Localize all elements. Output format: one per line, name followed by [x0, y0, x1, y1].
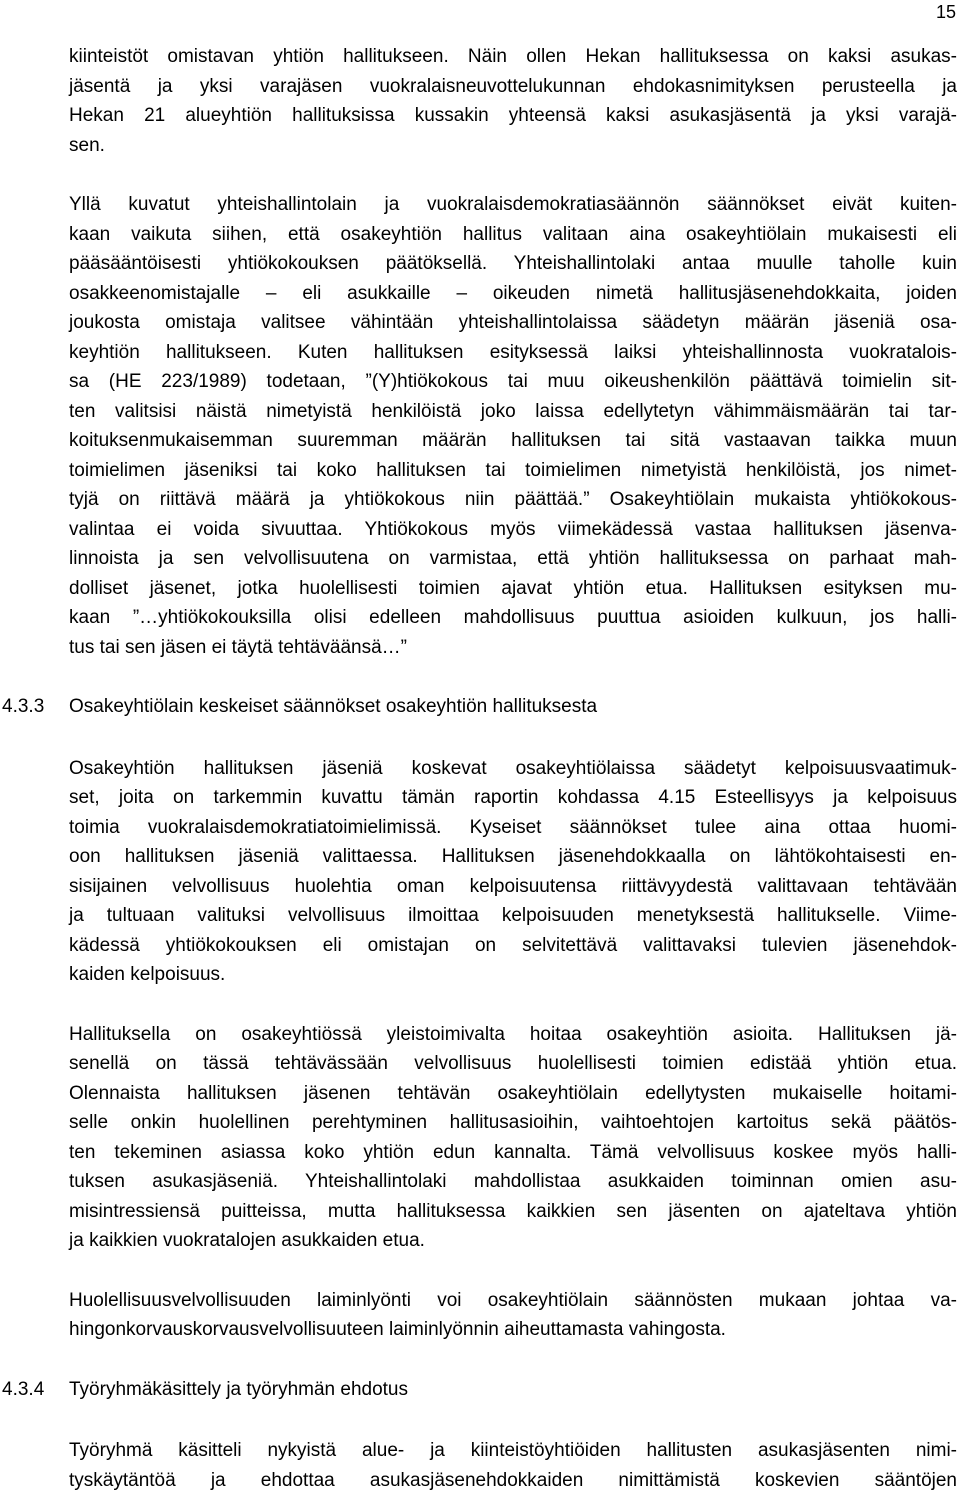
- text-line: kiinteistöt omistavan yhtiön hallitukseen. Näin ollen Hekan hallituksessa on kaksi asukas-: [69, 42, 957, 72]
- text-line: ja kaikkien vuokratalojen asukkaiden etua.: [69, 1226, 957, 1256]
- text-line: sen.: [69, 131, 957, 161]
- text-line: set, joita on tarkemmin kuvattu tämän raportin kohdassa 4.15 Esteellisyys ja kelpoisuus: [69, 783, 957, 813]
- text-line: jäsentä ja yksi varajäsen vuokralaisneuvottelukunnan ehdokasnimityksen perusteella ja: [69, 72, 957, 102]
- text-line: Yllä kuvatut yhteishallintolain ja vuokralaisdemokratiasäännön säännökset eivät kuiten-: [69, 190, 957, 220]
- text-line: oon hallituksen jäseniä valittaessa. Hallituksen jäsenehdokkaalla on lähtökohtaisesti en-: [69, 842, 957, 872]
- paragraph: [69, 1436, 957, 1495]
- text-line: Huolellisuusvelvollisuuden laiminlyönti voi osakeyhtiölain säännösten mukaan johtaa va-: [69, 1286, 957, 1316]
- paragraph: [69, 42, 957, 160]
- text-line: ten tekeminen asiassa koko yhtiön edun kannalta. Tämä velvollisuus koskee myös halli-: [69, 1138, 957, 1168]
- text-line: osakkeenomistajalle – eli asukkaille – oikeuden nimetä hallitusjäsenehdokkaita, joiden: [69, 279, 957, 309]
- text-line: sisijainen velvollisuus huolehtia oman kelpoisuutensa riittävyydestä valittavaan tehtävään: [69, 872, 957, 902]
- text-line: koituksenmukaisemman suuremman määrän hallituksen tai sitä vastaavan taikka muun: [69, 426, 957, 456]
- text-line: selle onkin huolellinen perehtyminen hallitusasioihin, vaihtoehtojen kartoitus sekä päätös-: [69, 1108, 957, 1138]
- text-line: toimia vuokralaisdemokratiatoimielimissä. Kyseiset säännökset tulee aina ottaa huomi-: [69, 813, 957, 843]
- section-heading-4-3-4: [69, 1375, 957, 1405]
- text-line: kaiden kelpoisuus.: [69, 960, 957, 990]
- section-number: 4.3.3: [2, 692, 44, 722]
- text-line: Olennaista hallituksen jäsenen tehtävän osakeyhtiölain edellytysten mukaiselle hoitami-: [69, 1079, 957, 1109]
- document-body: [69, 42, 957, 1495]
- text-line: misintressiensä puitteissa, mutta hallituksessa kaikkien sen jäsenten on ajateltava yhtiön: [69, 1197, 957, 1227]
- text-line: kaan vaikuta siihen, että osakeyhtiön hallitus valitaan aina osakeyhtiölain mukaisesti eli: [69, 220, 957, 250]
- text-line: valintaa ei voida sivuuttaa. Yhtiökokous myös viimekädessä vastaa hallituksen jäsenva-: [69, 515, 957, 545]
- text-line: joukosta omistaja valitsee vähintään yhteishallintolaissa säädetyn määrän jäseniä osa-: [69, 308, 957, 338]
- text-line: ten valitsisi näistä nimetyistä henkilöistä joko laissa edellytetyn vähimmäismäärän tai tar-: [69, 397, 957, 427]
- section-heading-4-3-3: [69, 692, 957, 722]
- paragraph: [69, 1020, 957, 1256]
- section-number: 4.3.4: [2, 1375, 44, 1405]
- text-line: tus tai sen jäsen ei täytä tehtäväänsä…”: [69, 633, 957, 663]
- text-line: sa (HE 223/1989) todetaan, ”(Y)htiökokous tai muu oikeushenkilön päättävä toimielin sit-: [69, 367, 957, 397]
- text-line: tyjä on riittävä määrä ja yhtiökokous niin päättää.” Osakeyhtiölain mukaista yhtiökokous-: [69, 485, 957, 515]
- text-line: kaan ”…yhtiökokouksilla olisi edelleen mahdollisuus puuttua asioiden kulkuun, jos halli-: [69, 603, 957, 633]
- text-line: Hekan 21 alueyhtiön hallituksissa kussakin yhteensä kaksi asukasjäsentä ja yksi varajä-: [69, 101, 957, 131]
- section-title: Työryhmäkäsittely ja työryhmän ehdotus: [69, 1379, 408, 1400]
- text-line: kädessä yhtiökokouksen eli omistajan on selvitettävä valittavaksi tulevien jäsenehdok-: [69, 931, 957, 961]
- text-line: hingonkorvauskorvausvelvollisuuteen laiminlyönnin aiheuttamasta vahingosta.: [69, 1315, 957, 1345]
- text-line: tuksen asukasjäseniä. Yhteishallintolaki mahdollistaa asukkaiden toiminnan omien asu-: [69, 1167, 957, 1197]
- text-line: Osakeyhtiön hallituksen jäseniä koskevat osakeyhtiölaissa säädetyt kelpoisuusvaatimuk-: [69, 754, 957, 784]
- paragraph: [69, 190, 957, 662]
- text-line: toimielimen jäseniksi tai koko hallituksen tai toimielimen nimetyistä henkilöistä, jos nimet-: [69, 456, 957, 486]
- section-title: Osakeyhtiölain keskeiset säännökset osakeyhtiön hallituksesta: [69, 696, 597, 717]
- text-line: dolliset jäsenet, jotka huolellisesti toimien ajavat yhtiön etua. Hallituksen esityksen mu-: [69, 574, 957, 604]
- text-line: ja tultuaan valituksi velvollisuus ilmoittaa kelpoisuuden menetyksestä hallitukselle. Viime-: [69, 901, 957, 931]
- text-line: keyhtiön hallitukseen. Kuten hallituksen esityksessä laiksi yhteishallinnosta vuokratalois-: [69, 338, 957, 368]
- text-line: senellä on tässä tehtävässään velvollisuus huolellisesti toimien edistää yhtiön etua.: [69, 1049, 957, 1079]
- page-number: 15: [936, 0, 956, 24]
- text-line: Työryhmä käsitteli nykyistä alue- ja kiinteistöyhtiöiden hallitusten asukasjäsenten nimi-: [69, 1436, 957, 1466]
- text-line: linnoista ja sen velvollisuutena on varmistaa, että yhtiön hallituksessa on parhaat mah-: [69, 544, 957, 574]
- paragraph: [69, 1286, 957, 1345]
- paragraph: [69, 754, 957, 990]
- text-line: tyskäytäntöä ja ehdottaa asukasjäsenehdokkaiden nimittämistä koskevien sääntöjen: [69, 1466, 957, 1495]
- text-line: Hallituksella on osakeyhtiössä yleistoimivalta hoitaa osakeyhtiön asioita. Hallituksen jä-: [69, 1020, 957, 1050]
- text-line: pääsääntöisesti yhtiökokouksen päätöksellä. Yhteishallintolaki antaa muulle taholle kuin: [69, 249, 957, 279]
